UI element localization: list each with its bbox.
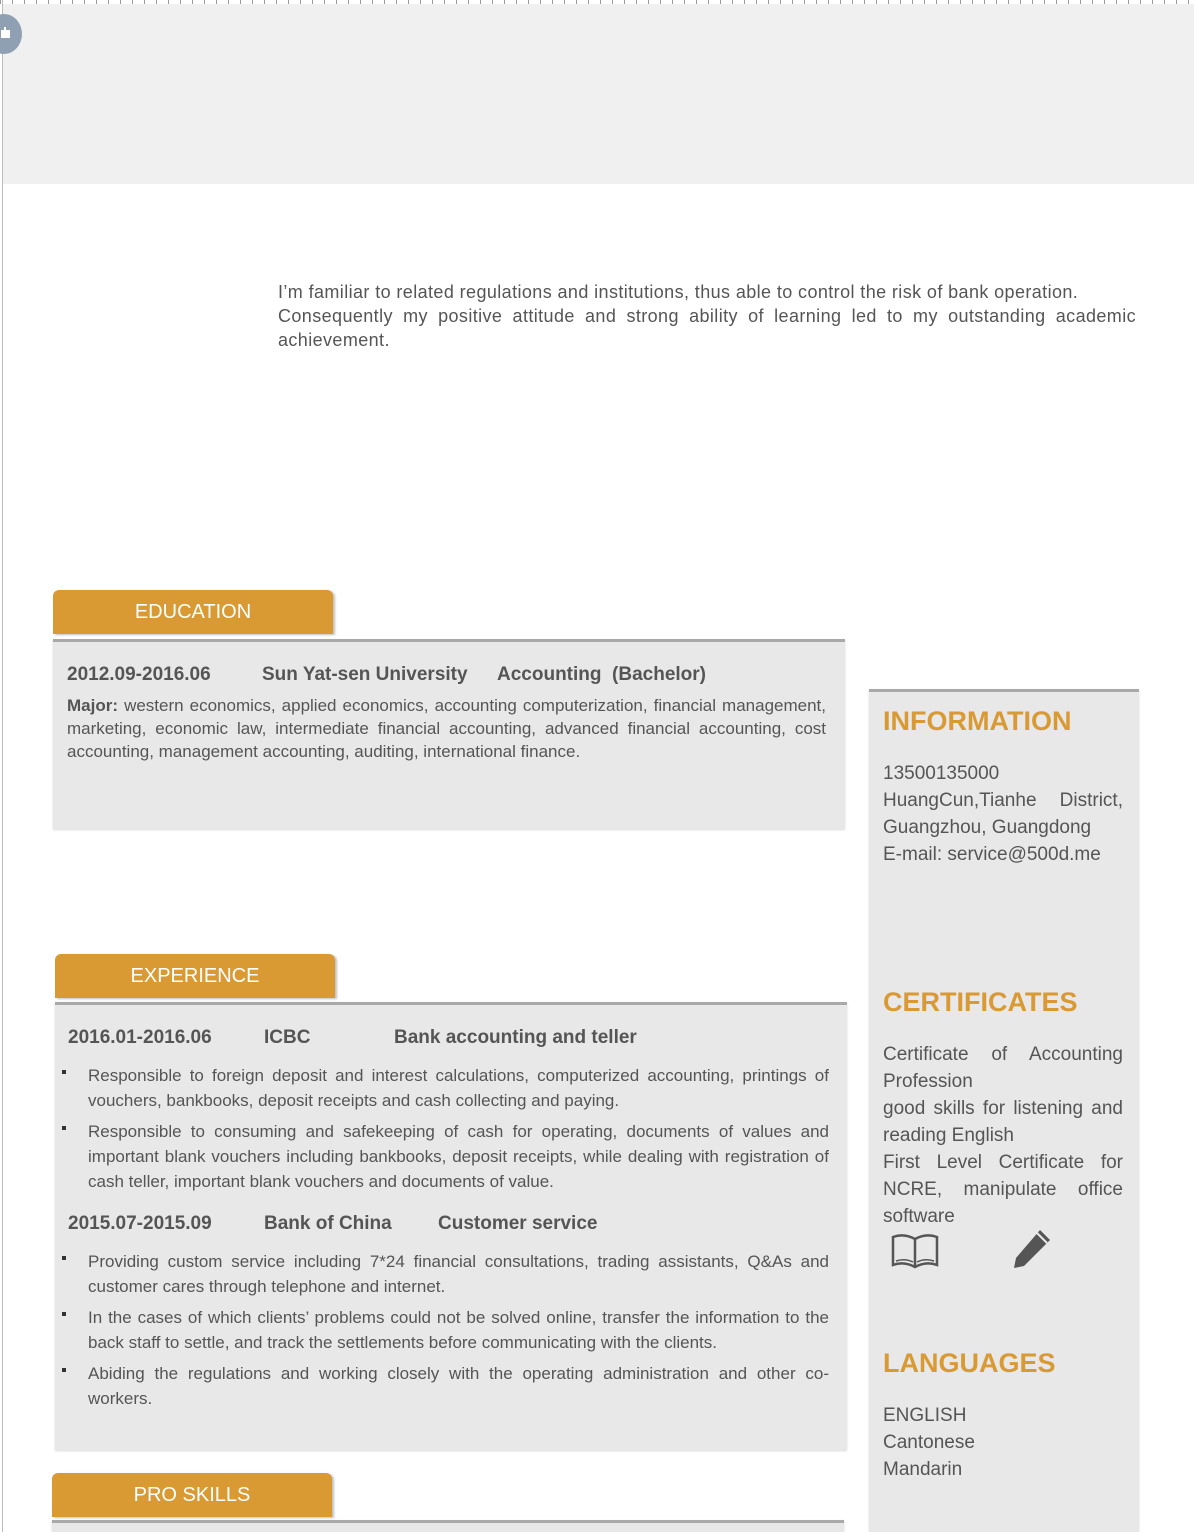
job-1-duty-2: Responsible to consuming and safekeeping of cash for operating, documents of values and important blank vouchers including bankbooks, deposit receipts, while dealing with registration of cash teller, important blank vouchers and documents of value. [88, 1122, 829, 1191]
job-2-company: Bank of China [264, 1213, 392, 1234]
language-item-2: Cantonese [883, 1432, 975, 1453]
languages-list [883, 1402, 1123, 1483]
page-edge [2, 0, 3, 1532]
pro-skills-tab-label: PRO SKILLS [133, 1483, 251, 1506]
summary-section [278, 280, 1136, 352]
certificate-item-1: Certificate of Accounting Profession [883, 1044, 1123, 1092]
experience-tab-label: EXPERIENCE [130, 964, 260, 987]
email-address: E-mail: service@500d.me [883, 844, 1101, 865]
certificates-title: CERTIFICATES [883, 987, 1078, 1017]
certificates-list [883, 1041, 1123, 1230]
book-icon [890, 1231, 940, 1271]
header-band [3, 4, 1194, 184]
job-2-date: 2015.07-2015.09 [68, 1213, 212, 1234]
bullet-icon [62, 1368, 66, 1372]
information-block [883, 760, 1123, 868]
major-label: Major: [67, 696, 118, 715]
languages-title: LANGUAGES [883, 1348, 1056, 1378]
address-line-2: Guangzhou, Guangdong [883, 817, 1092, 838]
major-text: western economics, applied economics, accounting computerization, financial management, marketing, economic law, intermediate financial accounting, advanced financial accounting, cost accounting, management accounting, auditing, international finance. [67, 696, 826, 761]
education-tab-label: EDUCATION [134, 600, 252, 623]
job-2-role: Customer service [438, 1213, 598, 1234]
pro-skills-tab [52, 1473, 332, 1517]
summary-line-1: I’m familiar to related regulations and institutions, thus able to control the risk of bank operation. [278, 282, 1079, 302]
education-panel [53, 639, 845, 829]
pencil-icon [1010, 1228, 1052, 1270]
bullet-icon [62, 1312, 66, 1316]
certificate-item-3: First Level Certificate for NCRE, manipulate office software [883, 1152, 1123, 1227]
bullet-icon [62, 1256, 66, 1260]
education-school: Sun Yat-sen University [262, 664, 468, 685]
job-2-duty-2: In the cases of which clients’ problems could not be solved online, transfer the information to the back staff to settle, and track the settlements before communicating with the clients. [88, 1308, 829, 1352]
job-2-duty-3: Abiding the regulations and working closely with the operating administration and other co-workers. [88, 1364, 829, 1408]
language-item-3: Mandarin [883, 1459, 963, 1480]
phone-number: 13500135000 [883, 763, 1000, 784]
job-2-duty-1: Providing custom service including 7*24 financial consultations, trading assistants, Q&As and customer cares through telephone and internet. [88, 1252, 829, 1296]
education-degree: Accounting (Bachelor) [497, 664, 707, 685]
address-line-1: HuangCun,Tianhe District, [883, 790, 1123, 811]
experience-tab [55, 954, 335, 998]
job-1-company: ICBC [264, 1027, 311, 1048]
bullet-icon [62, 1070, 66, 1074]
bullet-icon [62, 1126, 66, 1130]
education-major [67, 694, 826, 763]
job-1-date: 2016.01-2016.06 [68, 1027, 212, 1048]
education-tab [53, 590, 333, 634]
certificate-item-2: good skills for listening and reading English [883, 1098, 1123, 1146]
summary-line-2: Consequently my positive attitude and strong ability of learning led to my outstanding academic achievement. [278, 306, 1136, 350]
pro-skills-panel [52, 1520, 844, 1532]
language-item-1: ENGLISH [883, 1405, 967, 1426]
information-title: INFORMATION [883, 706, 1072, 736]
job-1-duty-1: Responsible to foreign deposit and interest calculations, computerized accounting, printings of vouchers, bankbooks, deposit receipts and cash collecting and paying. [88, 1066, 829, 1110]
education-date: 2012.09-2016.06 [67, 664, 211, 685]
job-1-role: Bank accounting and teller [394, 1027, 637, 1048]
